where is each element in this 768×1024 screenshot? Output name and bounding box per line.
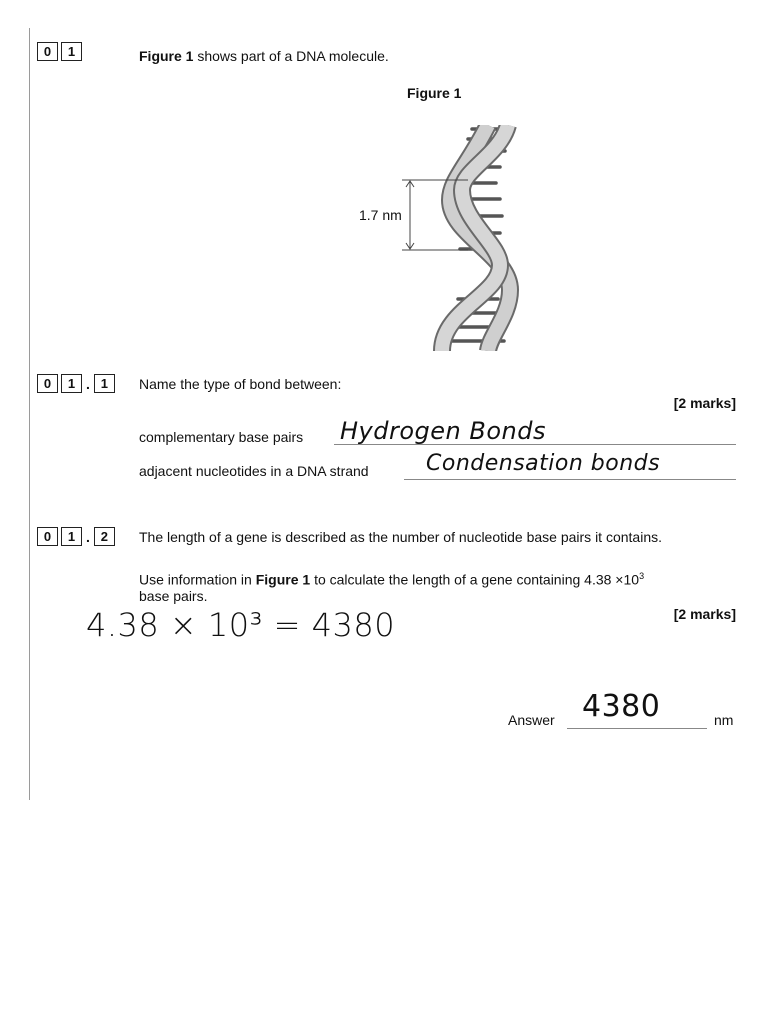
figure-title: Figure 1	[407, 85, 462, 101]
question-digit: 0	[37, 527, 58, 546]
marks-label: [2 marks]	[673, 395, 736, 411]
handwritten-answer-base-pairs: Hydrogen Bonds	[340, 417, 546, 445]
marks-label: [2 marks]	[673, 606, 736, 622]
handwritten-answer-nucleotides: Condensation bonds	[426, 451, 661, 476]
dna-helix-illustration	[350, 125, 520, 351]
question-instruction-continued: base pairs.	[139, 588, 208, 604]
question-prompt: Name the type of bond between:	[139, 376, 342, 392]
figure-measurement-label: 1.7 nm	[359, 207, 402, 223]
instruction-text: to calculate the length of a gene containing 4.38 ×10	[310, 571, 640, 588]
question-number-01	[37, 42, 85, 61]
question-dot: .	[86, 528, 90, 545]
question-intro	[139, 48, 389, 64]
answer-line	[404, 479, 736, 480]
handwritten-final-answer: 4380	[582, 689, 661, 724]
dna-figure	[350, 125, 520, 351]
page-margin-line	[29, 28, 30, 800]
question-digit: 0	[37, 374, 58, 393]
answer-unit: nm	[714, 712, 734, 728]
question-instruction	[139, 571, 644, 588]
figure-reference: Figure 1	[255, 571, 311, 588]
question-digit: 1	[61, 374, 82, 393]
question-prompt: The length of a gene is described as the number of nucleotide base pairs it contains.	[139, 529, 662, 545]
instruction-text: Use information in	[139, 571, 256, 588]
figure-reference: Figure 1	[139, 48, 194, 64]
exponent: 3	[639, 571, 645, 581]
question-number-01-1	[37, 374, 118, 393]
answer-label: Answer	[508, 712, 555, 728]
question-digit: 0	[37, 42, 58, 61]
question-digit: 2	[94, 527, 115, 546]
answer-label-nucleotides: adjacent nucleotides in a DNA strand	[139, 463, 369, 479]
question-digit: 1	[61, 42, 82, 61]
question-digit: 1	[94, 374, 115, 393]
question-digit: 1	[61, 527, 82, 546]
handwritten-working: 4.38 × 10³ = 4380	[86, 606, 396, 644]
question-number-01-2	[37, 527, 118, 546]
answer-label-base-pairs: complementary base pairs	[139, 429, 304, 445]
intro-text: shows part of a DNA molecule.	[193, 48, 389, 64]
answer-line	[567, 728, 707, 729]
question-dot: .	[86, 375, 90, 392]
